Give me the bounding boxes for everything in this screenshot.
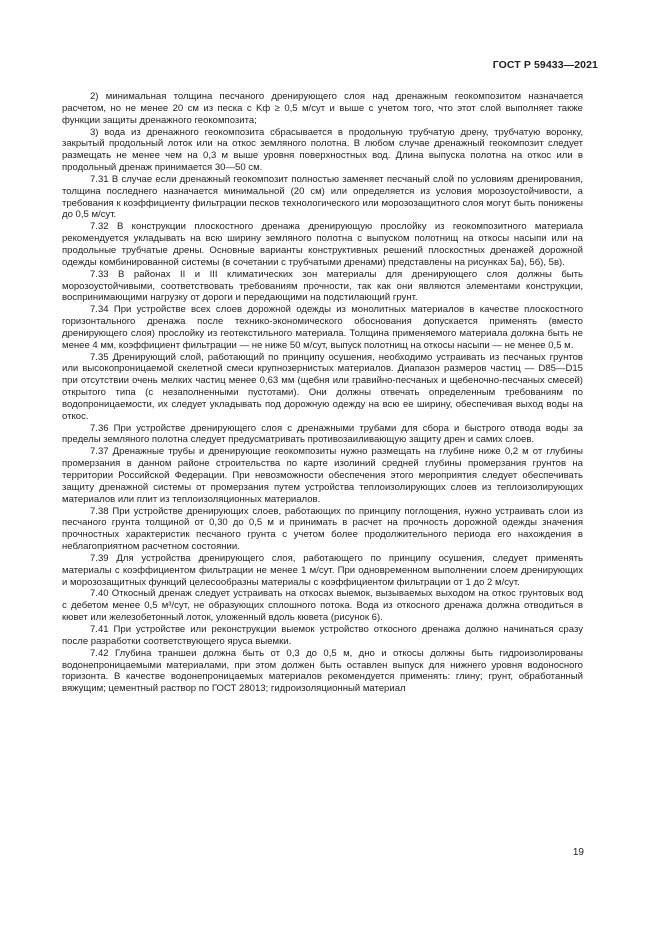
paragraph: 3) вода из дренажного геокомпозита сбрасывается в продольную трубчатую дрену, трубчатую воронку, закрытый продольный лоток или на откос земляного полотна. В любом случае дренажный геокомпозит следует размещать не менее чем на 0,3 м выше уровня поверхностных вод. Длина выпуска полотна на откос или в продольный дренаж принимается 30—50 см. <box>62 126 583 174</box>
page-number: 19 <box>572 847 584 858</box>
paragraph: 7.40 Откосный дренаж следует устраивать на откосах выемок, вызываемых выходом на откос грунтовых вод с дебетом менее 0,5 м³/сут, не образующих сплошного потока. Вода из откосного дренажа должна отводиться в кювет или железобетонный лоток, уложенный вдоль кювета (рисунок 6). <box>62 588 583 624</box>
paragraph: 7.37 Дренажные трубы и дренирующие геокомпозиты нужно размещать на глубине ниже 0,2 м от глубины промерзания в данном районе строительства по карте изолиний средней глубины промерзания грунтов на территории Российской Федерации. При невозможности обеспечения этого мероприятия следует обеспечивать защиту дренажной системы от промерзания путем устройства теплоизолирующих слоев из теплоизолирующих материалов или плит из теплоизоляционных материалов. <box>62 446 583 505</box>
document-header: ГОСТ Р 59433—2021 <box>492 59 598 71</box>
paragraph: 7.31 В случае если дренажный геокомпозит полностью заменяет песчаный слой по условиям дренирования, толщина последнего назначается минимальной (20 см) или определяется из условия морозоустойчивости, а требования к коэффициенту фильтрации песков технологического или морозозащитного слоя могут быть понижены до 0,5 м/сут. <box>62 173 583 221</box>
paragraph: 7.36 При устройстве дренирующего слоя с дренажными трубами для сбора и быстрого отвода воды за пределы земляного полотна следует предусматривать противозаиливающую защиту дрен и самих слоев. <box>62 422 583 446</box>
document-body <box>62 91 583 695</box>
paragraph: 7.34 При устройстве всех слоев дорожной одежды из монолитных материалов в качестве плоскостного горизонтального дренажа после технико-экономического обоснования допускается применять (вместо дренирующего слоя) прослойку из геотекстильного материала. Толщина применяемого материала должна быть не менее 4 мм, коэффициент фильтрации — не ниже 50 м/сут, выпуск полотнищ на откосы насыпи — не менее 0,5 м. <box>62 304 583 351</box>
paragraph: 7.41 При устройстве или реконструкции выемок устройство откосного дренажа должно начинаться сразу после разработки соответствующего яруса выемки. <box>62 623 583 647</box>
paragraph: 7.32 В конструкции плоскостного дренажа дренирующую прослойку из геокомпозитного материала рекомендуется укладывать на всю ширину земляного полотна с выпуском полотнищ на откосы насыпи или на продольные трубчатые дрены. Основные варианты конструктивных решений плоскостных дренажей дорожной одежды комбинированной системы (в сочетании с трубчатыми дренами) представлены на рисунках 5а), 5б), 5в). <box>62 221 583 268</box>
paragraph: 7.39 Для устройства дренирующего слоя, работающего по принципу осушения, следует применять материалы с коэффициентом фильтрации не менее 1 м/сут. При одновременном выполнении слоем дренирующих и морозозащитных функций целесообразны материалы с коэффициентом фильтрации от 1 до 2 м/сут. <box>62 552 583 588</box>
paragraph: 7.38 При устройстве дренирующих слоев, работающих по принципу поглощения, нужно устраивать слои из песчаного грунта толщиной от 0,30 до 0,5 м и принимать в расчет на прочность дорожной одежды значения прочностных характеристик песчаного грунта с учетом более продолжительного периода его нахождения в неблагоприятном расчетном состоянии. <box>62 505 583 553</box>
paragraph: 7.42 Глубина траншеи должна быть от 0,3 до 0,5 м, дно и откосы должны быть гидроизолированы водонепроницаемыми материалами, при этом должен быть оставлен выпуск для нижнего уровня водоносного горизонта. В качестве водонепроницаемых материалов рекомендуется применять: глину; грунт, обработанный вяжущим; цементный раствор по ГОСТ 28013; гидроизоляционный материал <box>62 647 583 695</box>
paragraph: 2) минимальная толщина песчаного дренирующего слоя над дренажным геокомпозитом назначается расчетом, но не менее 20 см из песка с Kф ≥ 0,5 м/сут и выше с учетом того, что этот слой выполняет также функции защиты дренажного геокомпозита; <box>62 91 583 126</box>
paragraph: 7.35 Дренирующий слой, работающий по принципу осушения, необходимо устраивать из песчаных грунтов или высокопроницаемой скелетной смеси крупнозернистых материалов. Диапазон размеров частиц — D85—D15 при отсутствии очень мелких частиц менее 0,63 мм (щебня или гравийно-песчаных и щебеночно-песчаных смесей) открытого типа (с незаполненными пустотами). Они должны отвечать определенным требованиям по водопроницаемости, их следует укладывать под дорожную одежду на всю ее ширину, обеспечивая выход воды на откос. <box>62 351 583 422</box>
paragraph: 7.33 В районах II и III климатических зон материалы для дренирующего слоя должны быть морозоустойчивыми, соответствовать требованиям прочности, так как они являются элементами конструкции, воспринимающими нагрузку от дороги и передающими на подстилающий грунт. <box>62 268 583 304</box>
